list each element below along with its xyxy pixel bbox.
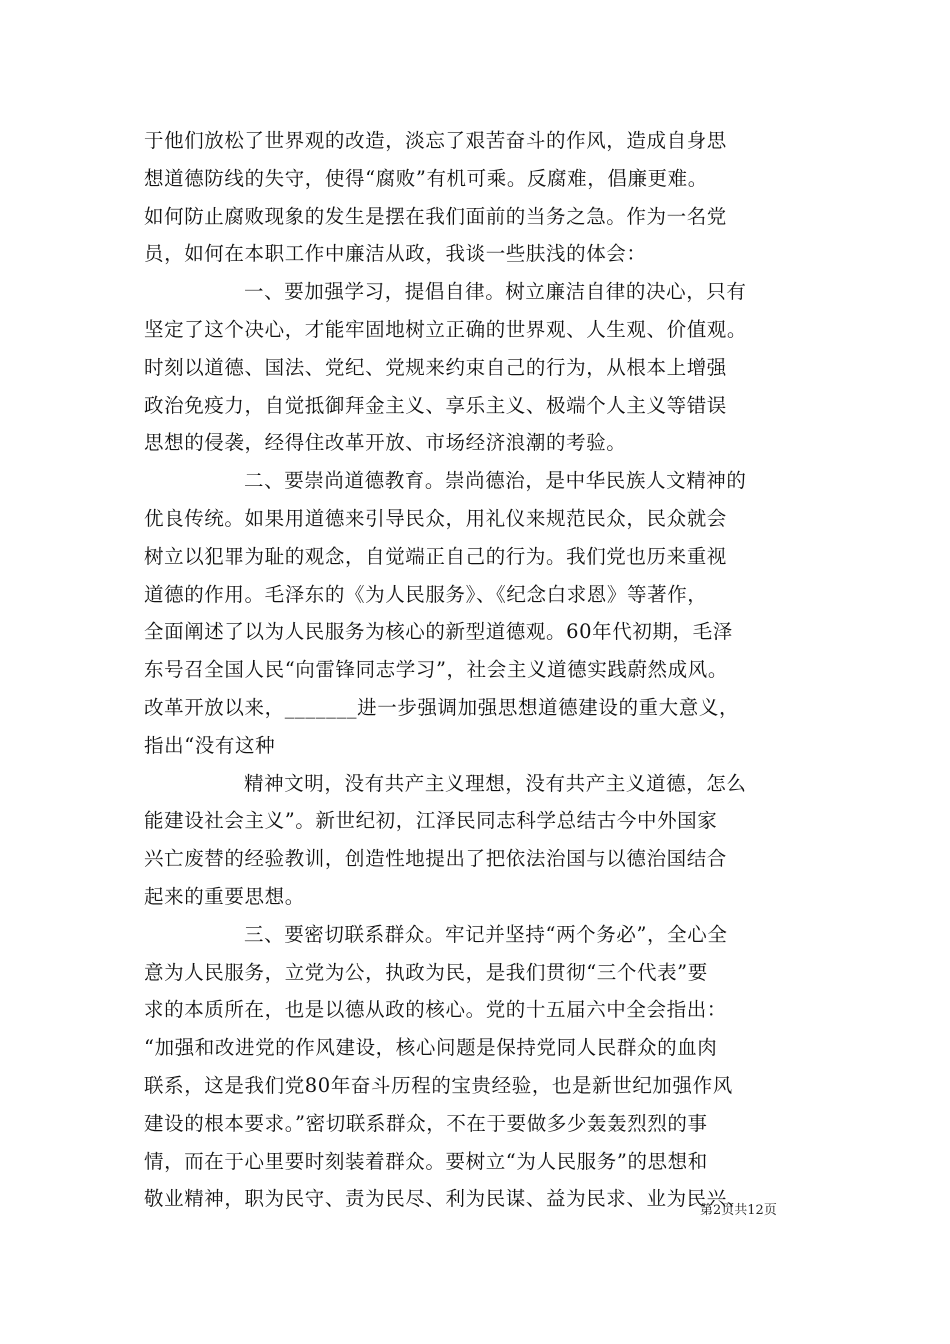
text-line: 敬业精神，职为民守、责为民尽、利为民谋、益为民求、业为民兴、 bbox=[144, 1187, 748, 1211]
text-line: 政治免疫力，自觉抵御拜金主义、享乐主义、极端个人主义等错误 bbox=[144, 393, 727, 417]
text-line: 想道德防线的失守，使得“腐败”有机可乘。反腐难，倡廉更难。 bbox=[144, 166, 708, 190]
text-line: 指出“没有这种 bbox=[144, 733, 276, 757]
text-line: 起来的重要思想。 bbox=[144, 884, 305, 908]
text-line: 情，而在于心里要时刻装着群众。要树立“为人民服务”的思想和 bbox=[144, 1149, 708, 1173]
text-line: “加强和改进党的作风建设，核心问题是保持党同人民群众的血肉 bbox=[144, 1036, 718, 1060]
text-line: 精神文明，没有共产主义理想，没有共产主义道德，怎么 bbox=[244, 771, 747, 795]
text-line: 时刻以道德、国法、党纪、党规来约束自己的行为，从根本上增强 bbox=[144, 355, 727, 379]
text-line: 如何防止腐败现象的发生是摆在我们面前的当务之急。作为一名党 bbox=[144, 204, 727, 228]
text-line: 意为人民服务，立党为公，执政为民，是我们贯彻“三个代表”要 bbox=[144, 960, 708, 984]
text-line: 树立以犯罪为耻的观念，自觉端正自己的行为。我们党也历来重视 bbox=[144, 544, 727, 568]
text-line: 二、要崇尚道德教育。崇尚德治，是中华民族人文精神的 bbox=[244, 469, 747, 493]
text-line: 优良传统。如果用道德来引导民众，用礼仪来规范民众，民众就会 bbox=[144, 506, 727, 530]
text-line: 建设的根本要求。”密切联系群众，不在于要做多少轰轰烈烈的事 bbox=[144, 1111, 708, 1135]
text-line: 思想的侵袭，经得住改革开放、市场经济浪潮的考验。 bbox=[144, 431, 627, 455]
text-line: 改革开放以来，_______进一步强调加强思想道德建设的重大意义， bbox=[144, 695, 740, 719]
text-line: 一、要加强学习，提倡自律。树立廉洁自律的决心，只有 bbox=[244, 280, 747, 304]
text-line: 东号召全国人民“向雷锋同志学习”，社会主义道德实践蔚然成风。 bbox=[144, 658, 728, 682]
page-number-footer: 第2页共12页 bbox=[700, 1203, 777, 1218]
text-line: 全面阐述了以为人民服务为核心的新型道德观。60年代初期，毛泽 bbox=[144, 620, 733, 644]
text-line: 三、要密切联系群众。牢记并坚持“两个务必”，全心全 bbox=[244, 922, 728, 946]
text-line: 员，如何在本职工作中廉洁从政，我谈一些肤浅的体会： bbox=[144, 242, 647, 266]
text-line: 坚定了这个决心，才能牢固地树立正确的世界观、人生观、价值观。 bbox=[144, 317, 748, 341]
text-line: 能建设社会主义”。新世纪初，江泽民同志科学总结古今中外国家 bbox=[144, 809, 718, 833]
text-line: 求的本质所在，也是以德从政的核心。党的十五届六中全会指出： bbox=[144, 998, 727, 1022]
text-line: 兴亡废替的经验教训，创造性地提出了把依法治国与以德治国结合 bbox=[144, 847, 727, 871]
text-line: 于他们放松了世界观的改造，淡忘了艰苦奋斗的作风，造成自身思 bbox=[144, 129, 727, 152]
text-line: 联系，这是我们党80年奋斗历程的宝贵经验，也是新世纪加强作风 bbox=[144, 1073, 733, 1097]
text-line: 道德的作用。毛泽东的《为人民服务》、《纪念白求恩》等著作， bbox=[144, 582, 708, 606]
body-text bbox=[144, 122, 824, 1218]
